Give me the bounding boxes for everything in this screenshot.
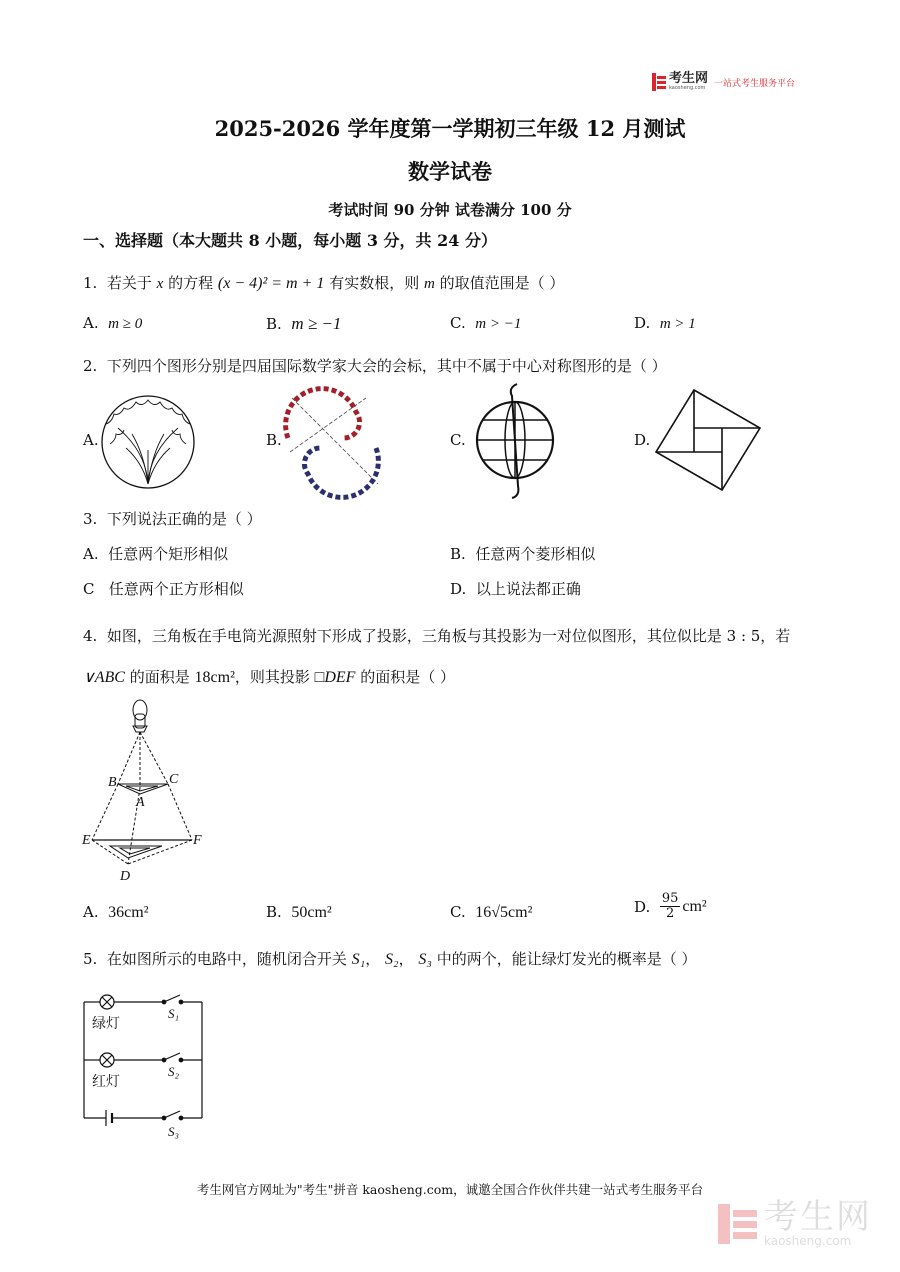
logo-mark-icon	[652, 73, 666, 91]
math-triangle-abc: ∨ABC	[83, 669, 125, 686]
figure-a-emblem	[98, 392, 198, 492]
label-b: B	[108, 775, 117, 790]
question-text: 如图，三角板在手电筒光源照射下形成了投影，三角板与其投影为一对位似图形，其位似比是 3 : 5，若	[106, 627, 791, 645]
logo-slogan: 一站式考生服务平台	[714, 78, 796, 89]
exam-title: 2025-2026 学年度第一学期初三年级 12 月测试	[214, 116, 686, 141]
question-text: 中的两个，能让绿灯发光的概率是（ ）	[436, 950, 697, 968]
question-number: 3.	[83, 510, 98, 528]
label-e: E	[82, 833, 91, 848]
page-footer: 考生网官方网址为"考生"拼音 kaosheng.com，诚邀全国合作伙伴共建一站式考生服务平台	[196, 1182, 704, 1197]
q2-option-b-label[interactable]: B.	[266, 431, 282, 449]
q3-option-d[interactable]: D. 以上说法都正确	[450, 580, 581, 598]
fraction: $\frac{95}{2}$	[661, 891, 679, 921]
figure-projection	[80, 696, 210, 886]
green-lamp-label: 绿灯	[92, 1016, 120, 1032]
question-text: 在如图所示的电路中，随机闭合开关	[106, 950, 347, 968]
s2-label: S₂	[168, 1064, 180, 1079]
switch-s2-label: S₂	[385, 951, 399, 968]
math-area: 18cm²	[194, 669, 235, 686]
watermark-domain: kaosheng.com	[764, 1234, 852, 1248]
section-heading: 一、选择题（本大题共 8 小题，每小题 3 分，共 24 分）	[83, 231, 497, 250]
math-var: m	[423, 276, 435, 292]
q3-option-b[interactable]: B. 任意两个菱形相似	[450, 545, 596, 563]
question-text: ，则其投影	[234, 668, 310, 686]
figure-circuit	[80, 990, 210, 1140]
question-text: 的面积是（ ）	[360, 668, 455, 686]
red-lamp-label: 红灯	[92, 1074, 120, 1090]
question-3	[83, 508, 262, 529]
figure-c-globe	[470, 382, 560, 500]
exam-subject: 数学试卷	[408, 159, 492, 184]
q4-option-c[interactable]: C. 16√5cm²	[450, 903, 533, 921]
q2-option-d-label[interactable]: D.	[634, 431, 651, 449]
q1-option-b[interactable]: B. m ≥ −1	[266, 314, 342, 333]
s1-label: S₁	[168, 1006, 180, 1021]
q2-option-a-label[interactable]: A.	[83, 431, 99, 449]
label-d: D	[120, 869, 131, 884]
q3-option-c[interactable]: C 任意两个正方形相似	[83, 580, 244, 598]
question-text: 下列说法正确的是（ ）	[106, 510, 262, 528]
question-text: 的取值范围是（ ）	[439, 274, 565, 292]
math-triangle-def: □DEF	[314, 669, 356, 686]
q4-option-d[interactable]: D. $\frac{95}{2}$ cm²	[634, 891, 707, 921]
math-var: x	[156, 276, 164, 292]
question-text: 下列四个图形分别是四届国际数学家大会的会标，其中不属于中心对称图形的是（ ）	[106, 357, 667, 375]
question-number: 1.	[83, 274, 98, 292]
brand-logo	[652, 70, 795, 94]
q2-option-c-label[interactable]: C.	[450, 431, 466, 449]
watermark-logo-icon	[718, 1202, 758, 1246]
s3-label: S₃	[168, 1124, 180, 1139]
q1-option-d[interactable]: D. m > 1	[634, 314, 696, 332]
q3-option-a[interactable]: A. 任意两个矩形相似	[83, 545, 229, 563]
question-text: 有实数根，则	[329, 274, 420, 292]
watermark-name: 考生网	[764, 1197, 872, 1237]
q1-option-a[interactable]: A. m ≥ 0	[83, 314, 143, 332]
question-text: 若关于	[106, 274, 152, 292]
figure-d-square	[652, 388, 762, 492]
label-a: A	[136, 795, 145, 810]
question-2	[83, 355, 667, 376]
q4-option-a[interactable]: A. 36cm²	[83, 903, 149, 921]
math-equation: (x − 4)² = m + 1	[217, 275, 325, 292]
exam-info: 考试时间 90 分钟 试卷满分 100 分	[328, 201, 572, 219]
switch-s3-label: S₃	[418, 951, 432, 968]
logo-domain: kaosheng.com	[669, 85, 706, 91]
q4-option-b[interactable]: B. 50cm²	[266, 903, 332, 921]
question-text: 的方程	[168, 274, 214, 292]
question-1	[83, 272, 564, 293]
question-4-line2	[83, 666, 455, 687]
switch-s1-label: S₁	[351, 951, 366, 968]
question-5: 5. 在如图所示的电路中，随机闭合开关 S₁， S₂， S₃ 中的两个，能让绿灯发光的概率是（ ）	[83, 950, 697, 968]
logo-name: 考生网	[669, 71, 709, 86]
question-number: 2.	[83, 357, 98, 375]
watermark	[718, 1197, 872, 1248]
question-number: 5.	[83, 950, 98, 968]
question-text: 的面积是	[129, 668, 190, 686]
figure-b-emblem	[282, 390, 382, 490]
label-c: C	[169, 772, 179, 787]
question-4-line1	[83, 625, 790, 646]
logo-wordmark	[669, 73, 708, 91]
q1-option-c[interactable]: C. m > −1	[450, 314, 522, 332]
question-number: 4.	[83, 627, 98, 645]
label-f: F	[193, 833, 202, 848]
